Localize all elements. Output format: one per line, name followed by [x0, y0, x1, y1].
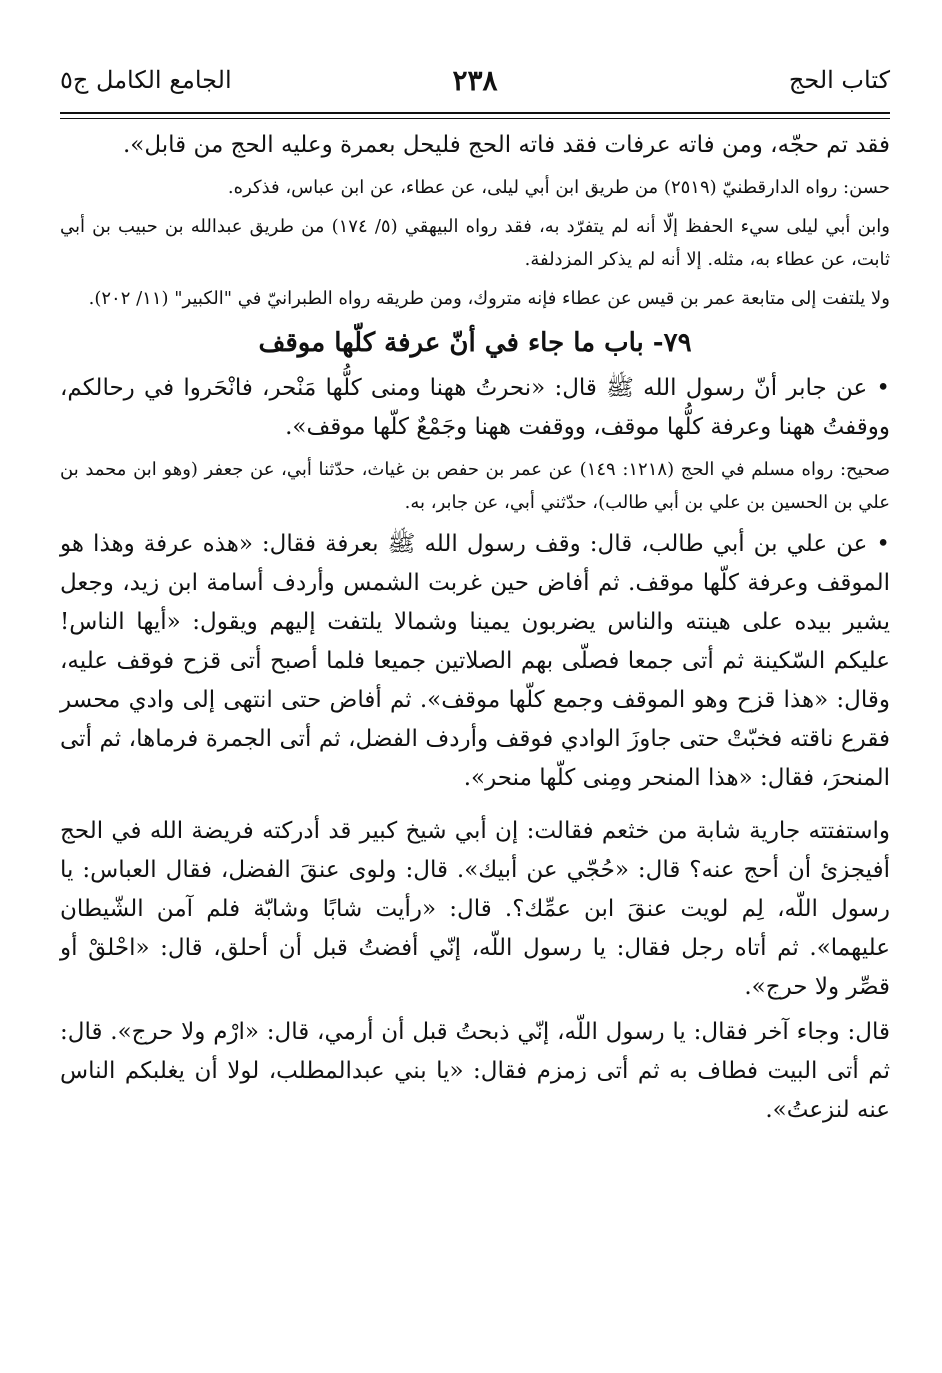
takhrij-note-4: صحيح: رواه مسلم في الحج (١٢١٨: ١٤٩) عن عمر بن حفص بن غياث، حدّثنا أبي، عن جعفر (وهو ابن محمد بن علي بن الحسين بن علي بن أبي طالب)، حدّثني أبي، عن جابر، به. — [60, 459, 890, 513]
page-number: ٢٣٨ — [452, 64, 498, 97]
header-rule-thin — [60, 118, 890, 119]
hadith-ali: • عن علي بن أبي طالب، قال: وقف رسول الله ﷺ بعرفة فقال: «هذه عرفة وهذا هو الموقف وعرفة كلّها موقف. ثم أفاض حين غربت الشمس وأردف أسامة ابن زيد، وجعل يشير بيده على هينته والناس يضربون يمينا وشمالا يلتفت إليهم ويقول: «أيها الناس! عليكم السّكينة ثم أتى جمعا فصلّى بهم الصلاتين جميعا فلما أصبح أتى قزح فوقف عليه، وقال: «هذا قزح وهو الموقف وجمع كلّها موقف». ثم أفاض حتى انتهى إلى وادي محسر فقرع ناقته فخبّتْ حتى جاوزَ الوادي فوقف وأردف الفضل، ثم أتى الجمرة فرماها، ثم أتى المنحرَ، فقال: «هذا المنحر ومِنى كلّها منحر». — [60, 531, 890, 791]
paragraph-khatham: واستفتته جارية شابة من خثعم فقالت: إن أبي شيخ كبير قد أدركته فريضة الله في الحج أفيجزئ أن أحج عنه؟ قال: «حُجّي عن أبيك». قال: ولوى عنقَ الفضل، فقال العباس: يا رسول اللّه، لِم لويت عنقَ ابن عمِّك؟. قال: «رأيت شابًا وشابّة فلم آمن الشّيطان عليهما». ثم أتاه رجل فقال: يا رسول اللّه، إنّي أفضتُ قبل أن أحلق، قال: «احْلقْ أو قصِّر ولا حرج». — [60, 818, 890, 1000]
header-volume-title: الجامع الكامل ج٥ — [60, 66, 232, 94]
header-rule-thick — [60, 112, 890, 114]
paragraph-continuation: فقد تم حجّه، ومن فاته عرفات فقد فاته الحج فليحل بعمرة وعليه الحج من قابل». — [122, 132, 890, 158]
running-header — [60, 64, 890, 106]
takhrij-note-3: ولا يلتفت إلى متابعة عمر بن قيس عن عطاء فإنه متروك، ومن طريقه رواه الطبرانيّ في "الكبير" (١١/ ٢٠٢). — [88, 288, 890, 309]
hadith-jabir: • عن جابر أنّ رسول الله ﷺ قال: «نحرتُ ههنا ومنى كلُّها مَنْحر، فانْحَروا في رحالكم، ووقفتُ ههنا وعرفة كلُّها موقف، ووقفت ههنا وجَمْعٌ كلّها موقف». — [60, 375, 890, 440]
page — [60, 64, 890, 1354]
page-body — [60, 126, 890, 1130]
takhrij-note-1: حسن: رواه الدارقطنيّ (٢٥١٩) من طريق ابن أبي ليلى، عن عطاء، عن ابن عباس، فذكره. — [227, 177, 890, 198]
takhrij-note-2: وابن أبي ليلى سيء الحفظ إلّا أنه لم يتفرّد به، فقد رواه البيهقي (٥/ ١٧٤) من طريق عبدالله بن حبيب بن أبي ثابت، عن عطاء به، مثله. إلا أنه لم يذكر المزدلفة. — [60, 216, 890, 270]
paragraph-zamzam: قال: وجاء آخر فقال: يا رسول اللّه، إنّي ذبحتُ قبل أن أرمي، قال: «ارْم ولا حرج». قال: ثم أتى البيت فطاف به ثم أتى زمزم فقال: «يا بني عبدالمطلب، لولا أن يغلبكم الناس عنه لنزعتُ». — [60, 1019, 891, 1123]
chapter-heading: ٧٩- باب ما جاء في أنّ عرفة كلّها موقف — [258, 328, 692, 358]
header-book-title: كتاب الحج — [788, 66, 890, 94]
